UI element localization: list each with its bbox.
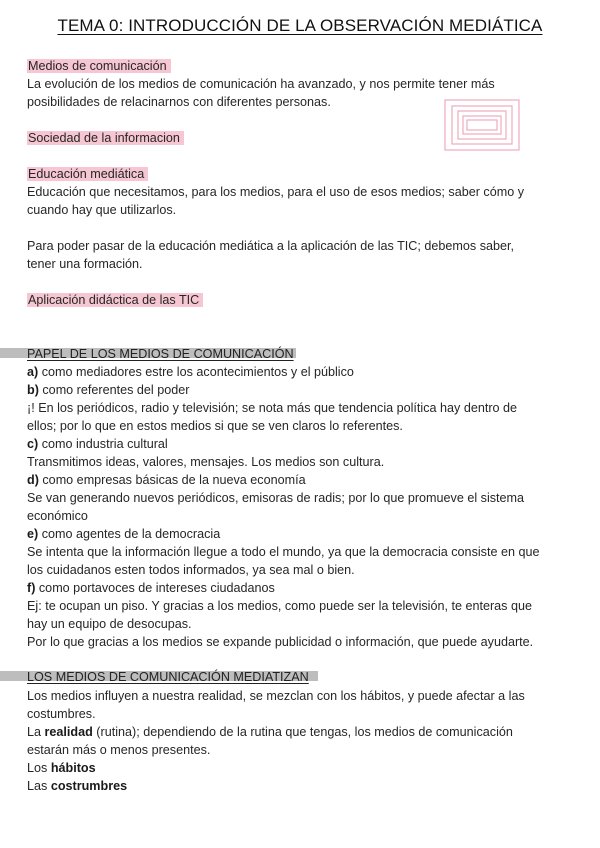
text-line: La evolución de los medios de comunicación ha avanzado, y nos permite tener más	[27, 77, 495, 91]
text-line: Los medios influyen a nuestra realidad, se mezclan con los hábitos, y puede afectar a las	[27, 689, 525, 703]
list-item: b) como referentes del poder	[27, 383, 190, 397]
heading-sociedad: Sociedad de la informacion	[27, 129, 184, 147]
list-letter: b)	[27, 383, 39, 397]
text-line: cuando hay que utilizarlos.	[27, 203, 177, 217]
list-letter: a)	[27, 365, 39, 379]
text-line: económico	[27, 509, 88, 523]
bold-term: hábitos	[50, 761, 96, 775]
text-line: los cuidadanos esten todos informados, ya sea mal o bien.	[27, 563, 355, 577]
heading-medios: Medios de comunicación	[27, 57, 171, 75]
list-letter: c)	[27, 437, 39, 451]
list-item: e) como agentes de la democracia	[27, 527, 221, 541]
text-line: Ej: te ocupan un piso. Y gracias a los medios, como puede ser la televisión, te enteras que	[27, 599, 532, 613]
list-item: a) como mediadores estre los acontecimientos y el público	[27, 365, 354, 379]
bold-term: realidad	[44, 725, 93, 739]
text-line: Por lo que gracias a los medios se expande publicidad o información, que puede ayudarte.	[27, 635, 534, 649]
text-line: La realidad (rutina); dependiendo de la rutina que tengas, los medios de comunicación	[27, 725, 513, 739]
bold-term: costrumbres	[50, 779, 128, 793]
text-line: tener una formación.	[27, 257, 143, 271]
list-letter: f)	[27, 581, 36, 595]
text-line: Se van generando nuevos periódicos, emisoras de radis; por lo que promueve el sistema	[27, 491, 525, 505]
heading-papel: PAPEL DE LOS MEDIOS DE COMUNICACIÓN	[27, 347, 294, 361]
text-line: Para poder pasar de la educación mediática a la aplicación de las TIC; debemos saber,	[27, 239, 515, 253]
text-line: Educación que necesitamos, para los medios, para el uso de esos medios; saber cómo y	[27, 185, 525, 199]
text-line: Los hábitos	[27, 761, 96, 775]
list-letter: d)	[27, 473, 39, 487]
list-item: f) como portavoces de intereses ciudadanos	[27, 581, 275, 595]
heading-mediatizan: LOS MEDIOS DE COMUNICACIÓN MEDIATIZAN	[27, 670, 309, 684]
text-line: Las costrumbres	[27, 779, 128, 793]
pink-rectangle-doodle	[444, 99, 520, 151]
text-line: estarán más o menos presentes.	[27, 743, 211, 757]
text-line: Transmitimos ideas, valores, mensajes. Los medios son cultura.	[27, 455, 385, 469]
text-line: posibilidades de relacinarnos con diferentes personas.	[27, 95, 331, 109]
heading-aplicacion: Aplicación didáctica de las TIC	[27, 291, 203, 309]
text-line: hay un equipo de desocupas.	[27, 617, 192, 631]
list-letter: e)	[27, 527, 39, 541]
page-title: TEMA 0: INTRODUCCIÓN DE LA OBSERVACIÓN MEDIÁTICA	[57, 16, 543, 35]
text-line: ellos; por lo que en estos medios si que se ven claros lo referentes.	[27, 419, 403, 433]
list-item: c) como industria cultural	[27, 437, 168, 451]
list-item: d) como empresas básicas de la nueva economía	[27, 473, 306, 487]
text-line: costumbres.	[27, 707, 96, 721]
heading-educacion: Educación mediática	[27, 165, 148, 183]
text-line: Se intenta que la información llegue a todo el mundo, ya que la democracia consiste en que	[27, 545, 540, 559]
text-line: ¡! En los periódicos, radio y televisión; se nota más que tendencia política hay dentro de	[27, 401, 518, 415]
